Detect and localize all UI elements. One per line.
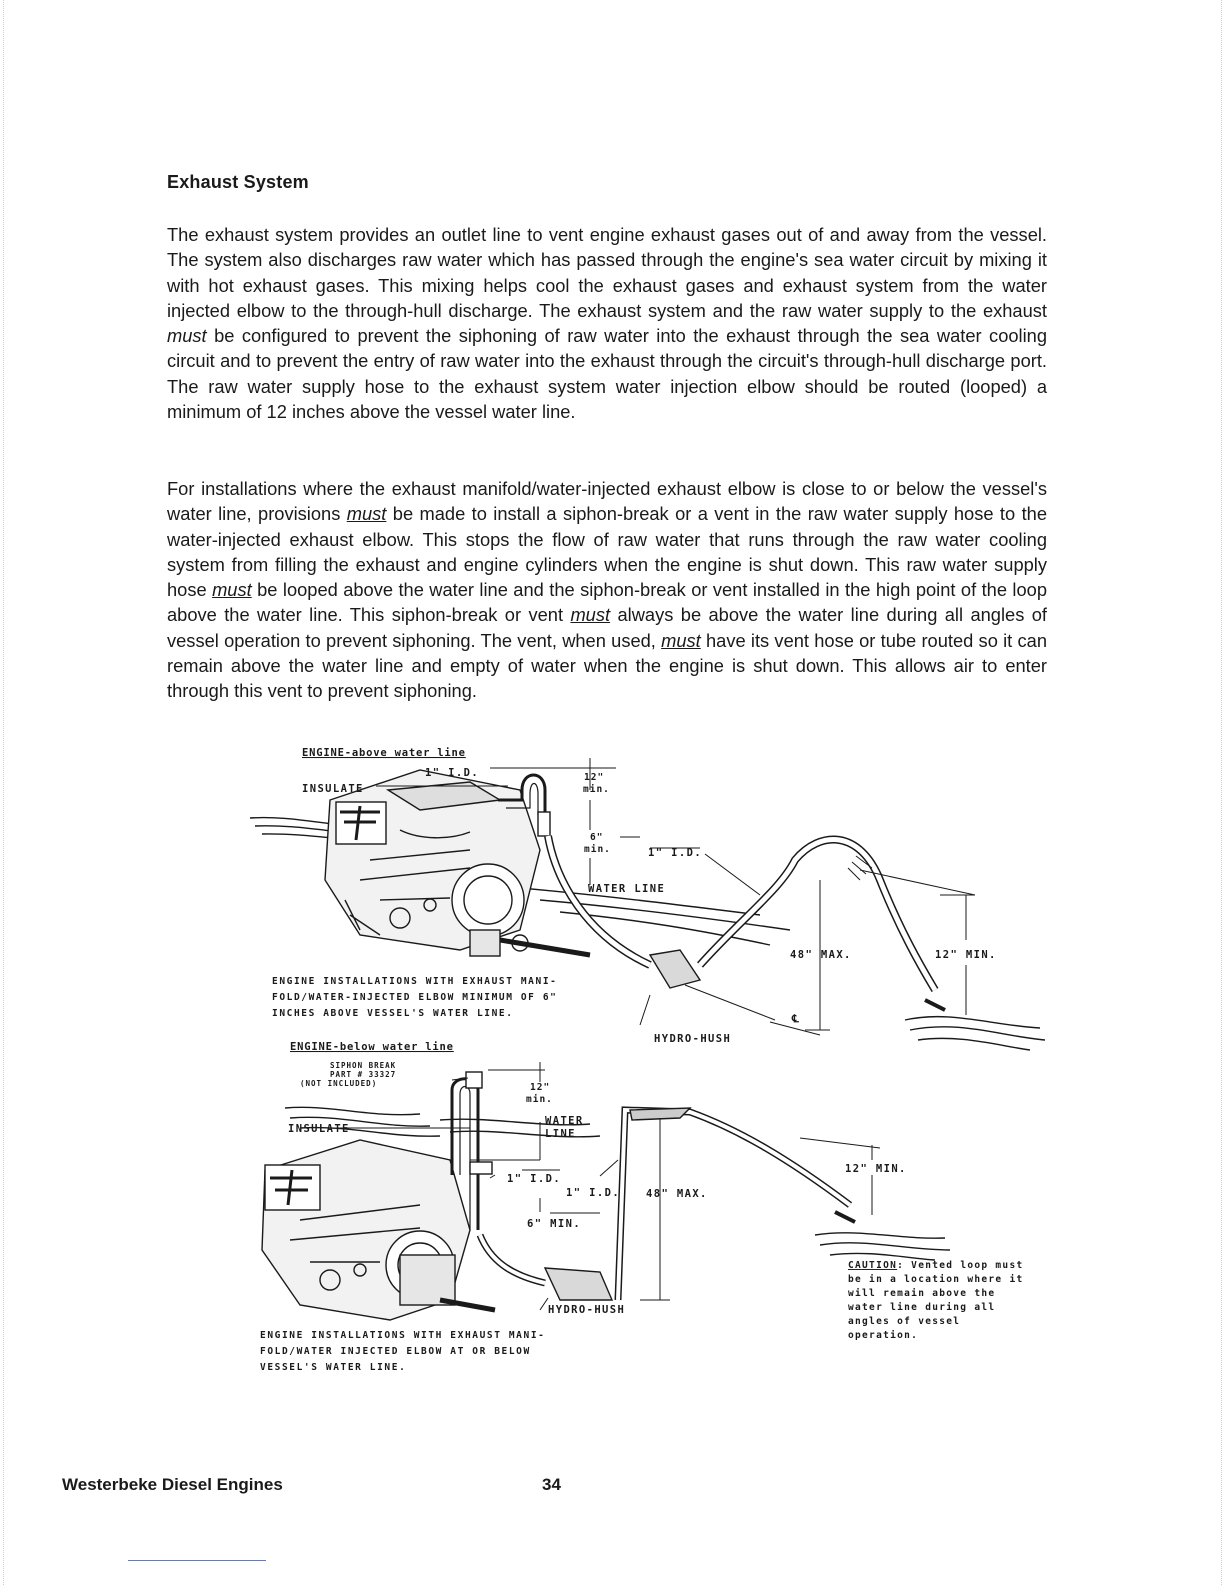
- bottom-id-label-2: 1" I.D.: [566, 1187, 621, 1199]
- emphasis-must: must: [346, 503, 387, 525]
- footer-brand: Westerbeke Diesel Engines: [62, 1475, 283, 1494]
- paragraph-text: For installations where the exhaust manifold/water-injected exhaust elbow is close to or below the vessel's water line, provisions: [167, 478, 1047, 525]
- top-engine-illustration: [325, 770, 590, 956]
- top-min12-unit: min.: [583, 784, 610, 795]
- top-min6-unit: min.: [584, 844, 611, 855]
- bottom-min12-unit: min.: [526, 1094, 553, 1105]
- bottom-rule: [128, 1560, 266, 1561]
- page-number: 34: [542, 1475, 561, 1494]
- caution-note-line-3: will remain above the: [848, 1288, 996, 1299]
- section-heading: Exhaust System: [167, 172, 309, 192]
- top-caption-line-1: ENGINE INSTALLATIONS WITH EXHAUST MANI-: [272, 976, 558, 987]
- emphasis-must: must: [167, 325, 207, 347]
- paragraph-text: be configured to prevent the siphoning of raw water into the exhaust through the sea water cooling circuit and to prevent the entry of raw water into the exhaust through the circuit's through-hull discharge port. The raw water supply hose to the exhaust system water injection elbow should be routed (looped) a minimum of 12 inches above the vessel water line.: [167, 325, 1047, 423]
- top-centerline-label: ℄: [792, 1013, 801, 1025]
- bottom-id-label-1: 1" I.D.: [507, 1173, 562, 1185]
- caution-note-line-4: water line during all: [848, 1302, 996, 1313]
- bottom-diagram-title: ENGINE-below water line: [290, 1041, 454, 1053]
- emphasis-must: must: [212, 579, 252, 601]
- top-min12b-label: 12" MIN.: [935, 949, 997, 961]
- caution-note-line-6: operation.: [848, 1330, 919, 1341]
- bottom-exhaust-hose: [480, 1108, 850, 1300]
- paragraph-text: be made to install a siphon-break or a vent in the raw water supply hose to the water-injected exhaust elbow. This stops the flow of raw water that runs through the raw water cooling system from filling the exhaust and engine cylinders when the engine is shut down. This raw water supply hose: [167, 503, 1047, 601]
- caution-label: CAUTION: [848, 1260, 898, 1271]
- top-hydro-hush-label: HYDRO-HUSH: [654, 1033, 732, 1045]
- top-hull-water: [905, 1000, 1045, 1050]
- bottom-max48-label: 48" MAX.: [646, 1188, 708, 1200]
- bottom-insulate-label: INSULATE: [288, 1123, 350, 1135]
- bottom-min6-label: 6" MIN.: [527, 1218, 582, 1230]
- caution-note-line-5: angles of vessel: [848, 1316, 961, 1327]
- top-id-label-1: 1" I.D.: [425, 767, 480, 779]
- paragraph-text: be looped above the water line and the siphon-break or vent installed in the high point of the loop above the water line. This siphon-break or vent: [167, 579, 1047, 626]
- bottom-caption-line-2: FOLD/WATER INJECTED ELBOW AT OR BELOW: [260, 1346, 531, 1357]
- top-water-line-label: WATER LINE: [588, 883, 666, 895]
- paragraph-text: always be above the water line during all angles of vessel operation to prevent siphoning. The vent, when used,: [167, 604, 1047, 651]
- paragraph-text: The exhaust system provides an outlet line to vent engine exhaust gases out of and away from the vessel. The system also discharges raw water which has passed through the engine's sea water circuit by mixing it with hot exhaust gases. This mixing helps cool the exhaust gases and exhaust system from the water injected elbow to the through-hull discharge. The exhaust system and the raw water supply to the exhaust: [167, 224, 1047, 321]
- top-min12-label: 12": [584, 772, 605, 783]
- top-id-label-2: 1" I.D.: [648, 847, 703, 859]
- top-caption-line-3: INCHES ABOVE VESSEL'S WATER LINE.: [272, 1008, 514, 1019]
- bottom-hydro-hush-label: HYDRO-HUSH: [548, 1304, 626, 1316]
- siphon-break-label-1: SIPHON BREAK: [330, 1061, 397, 1070]
- top-min6-label: 6": [590, 832, 604, 843]
- siphon-break-label-2: PART # 33327: [330, 1070, 397, 1079]
- bottom-hull-water: [815, 1212, 950, 1260]
- top-caption-line-2: FOLD/WATER-INJECTED ELBOW MINIMUM OF 6": [272, 992, 558, 1003]
- caution-note-line-2: be in a location where it: [848, 1274, 1024, 1285]
- top-max48-label: 48" MAX.: [790, 949, 852, 961]
- emphasis-must: must: [570, 604, 611, 626]
- top-insulate-label: INSULATE: [302, 783, 364, 795]
- bottom-water-line-label-1: WATER: [545, 1115, 584, 1127]
- paragraph-text: have its vent hose or tube routed so it can remain above the water line and empty of water when the engine is shut down. This allows air to enter through this vent to prevent siphoning.: [167, 629, 1047, 702]
- caution-note-line-1: [848, 1260, 1024, 1271]
- bottom-caption-line-3: VESSEL'S WATER LINE.: [260, 1362, 407, 1373]
- bottom-min12b-label: 12" MIN.: [845, 1163, 907, 1175]
- top-diagram-title: ENGINE-above water line: [302, 747, 466, 759]
- bottom-caption-line-1: ENGINE INSTALLATIONS WITH EXHAUST MANI-: [260, 1330, 546, 1341]
- bottom-min12-label: 12": [530, 1082, 551, 1093]
- siphon-break-label-3: (NOT INCLUDED): [300, 1079, 378, 1088]
- caution-text-1: : Vented loop must: [897, 1260, 1024, 1271]
- emphasis-must: must: [661, 629, 701, 651]
- bottom-water-line-label-2: LINE: [545, 1128, 576, 1140]
